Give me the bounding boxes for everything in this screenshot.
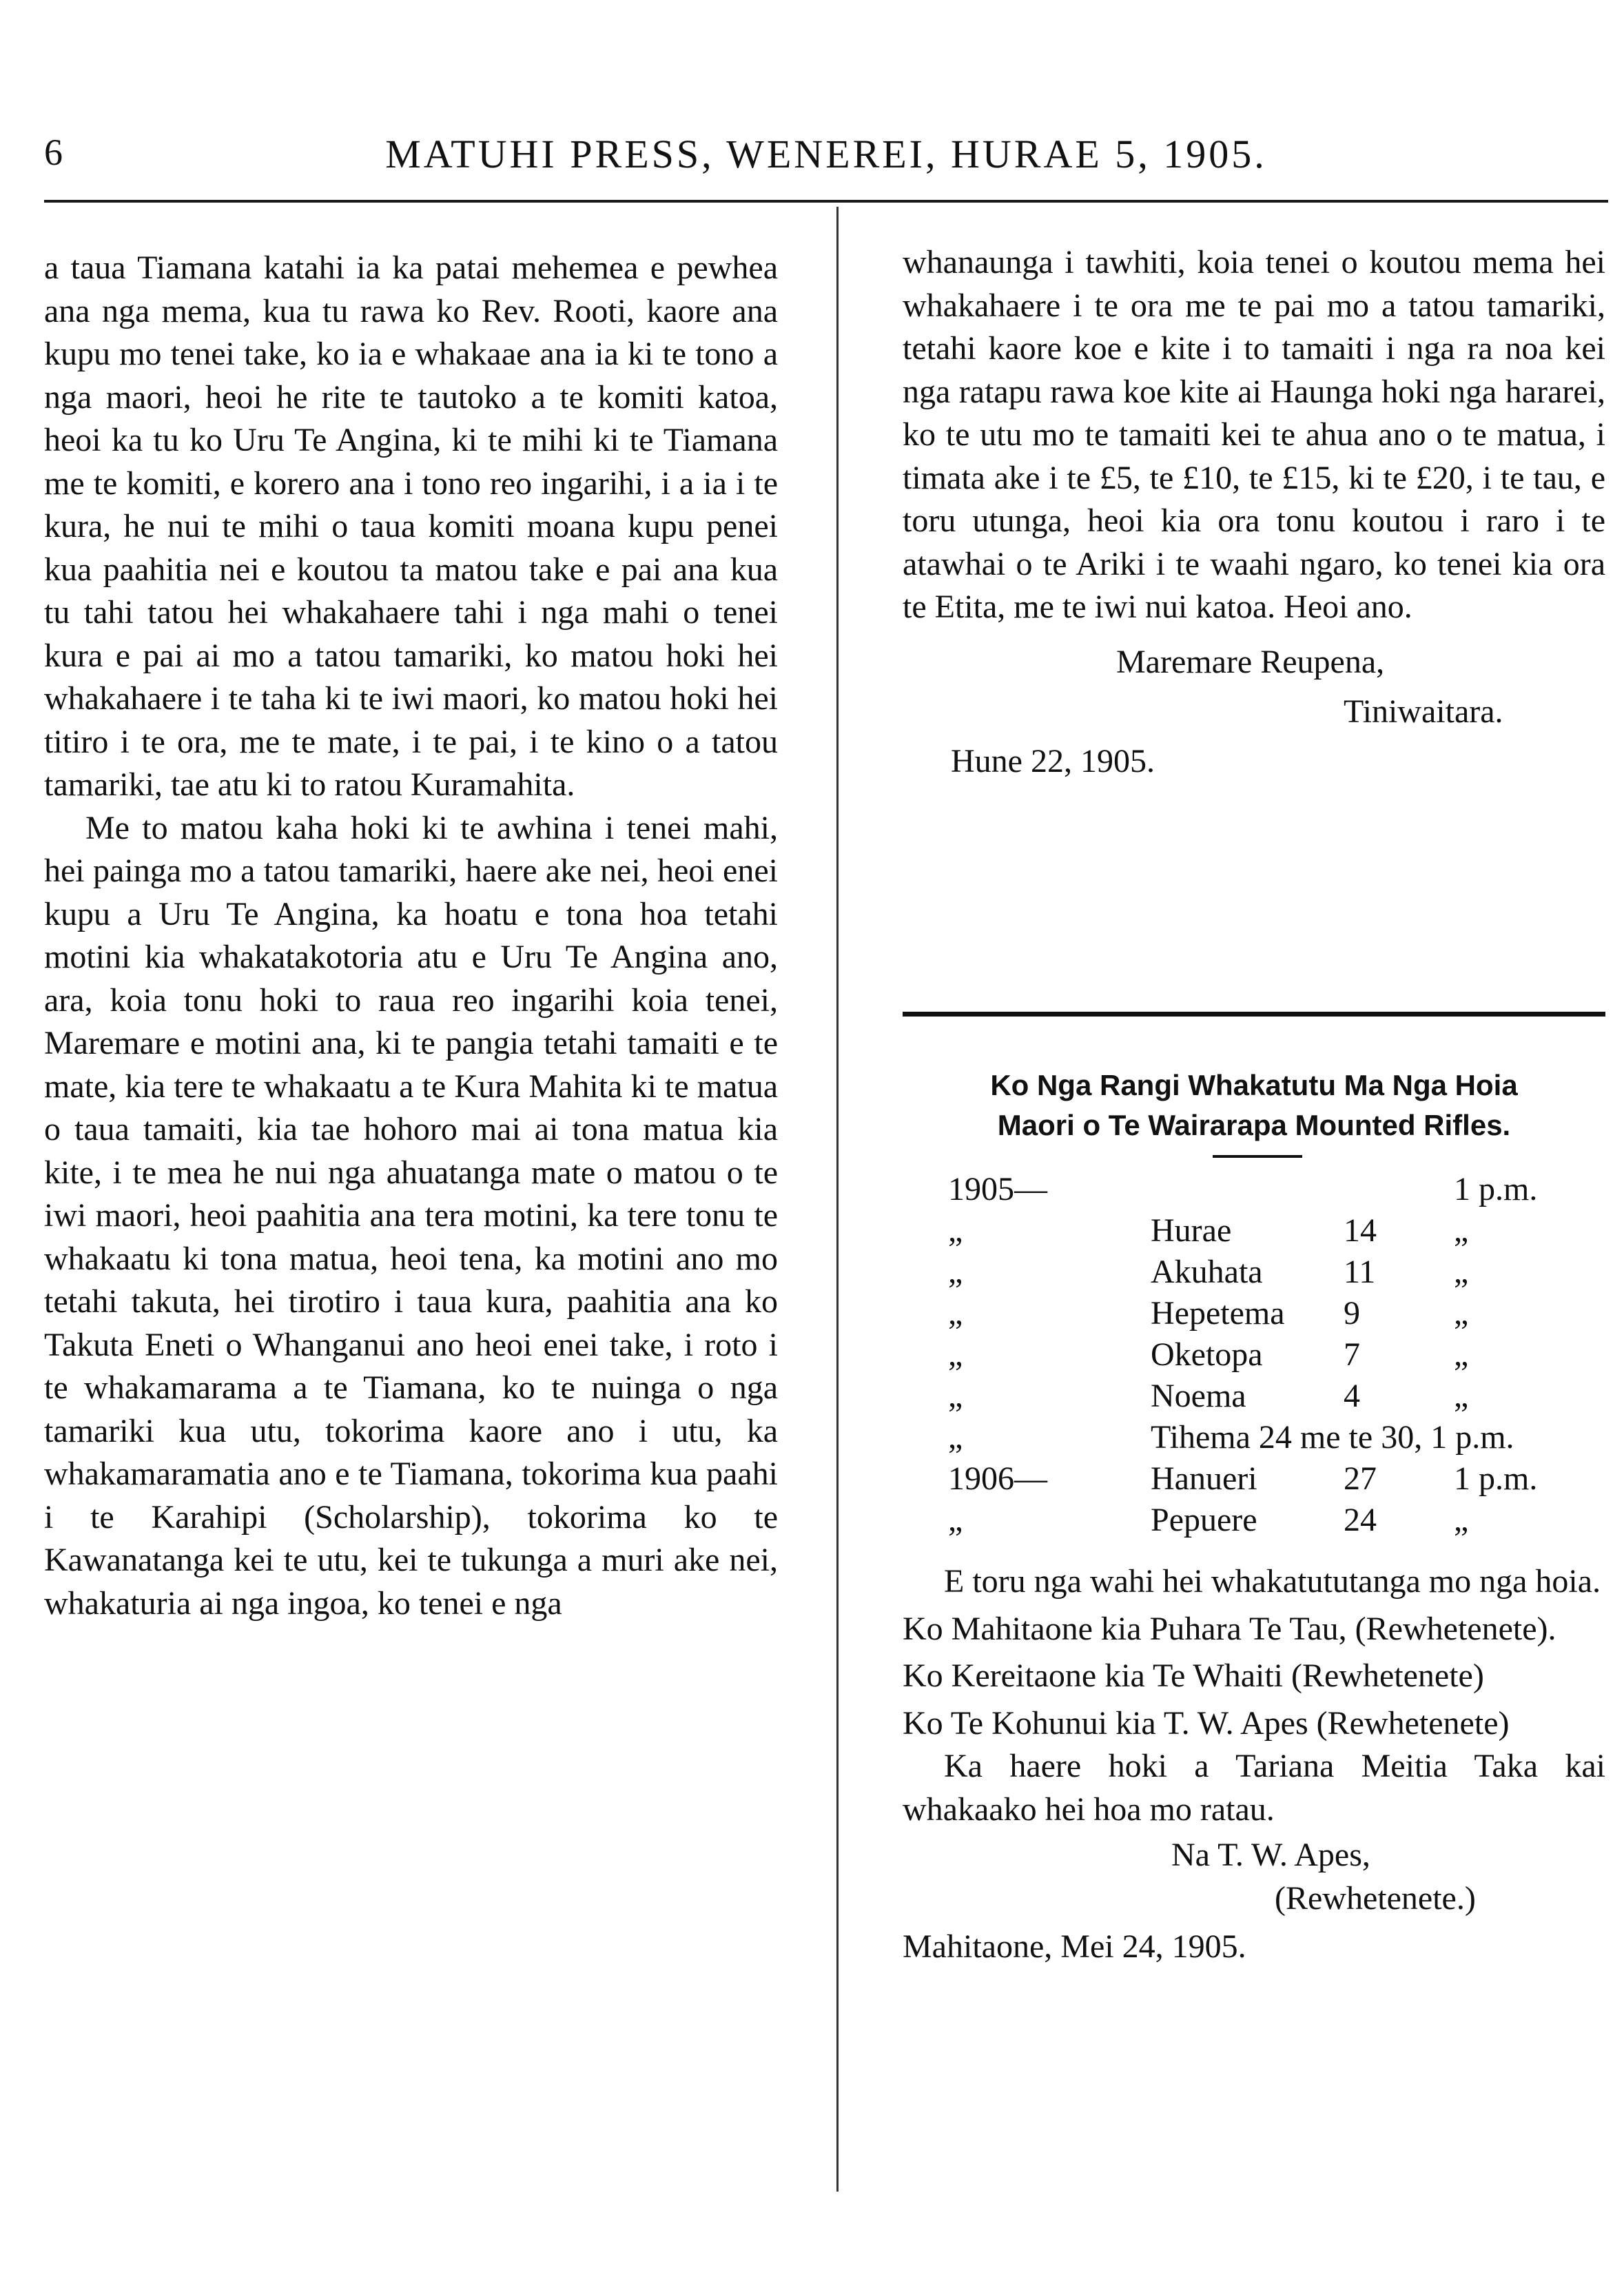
schedule-day: 4 [1344,1378,1360,1414]
schedule-row [903,1253,1605,1294]
schedule-month: Hurae [1151,1212,1232,1249]
notice-place: Ko Kereitaone kia Te Whaiti (Rewhetenete) [903,1657,1484,1694]
section-rule [903,1012,1605,1017]
schedule-row [903,1377,1605,1418]
schedule-year: „ [948,1254,963,1290]
schedule-day: 9 [1344,1295,1360,1331]
schedule-month: Oketopa [1151,1336,1263,1373]
schedule-day: 11 [1344,1254,1376,1290]
schedule-year: „ [948,1419,963,1456]
schedule-year: 1905— [948,1171,1047,1207]
schedule-year: „ [948,1336,963,1373]
schedule-month: Noema [1151,1378,1246,1414]
notice-closing: Ka haere hoki a Tariana Meitia Taka kai whakaako hei hoa mo ratau. [903,1748,1605,1828]
notice-title [903,1065,1605,1145]
notice-signed-by: Na T. W. Apes, [1171,1837,1370,1873]
schedule-row [903,1294,1605,1336]
schedule-row [903,1336,1605,1377]
schedule-time: „ [1454,1378,1469,1414]
notice-title-line: Maori o Te Wairarapa Mounted Rifles. [997,1109,1511,1141]
notice-place: Ko Te Kohunui kia T. W. Apes (Rewhetenete) [903,1704,1510,1742]
letter-text: whanaunga i tawhiti, koia tenei o koutou mema hei whakahaere i te ora me te pai mo a tatou tamariki, tetahi kaore koe e kite i to tamaiti i nga ra noa kei nga ratapu rawa koe kite ai Haunga hoki nga hararei, ko te utu mo te tamaiti kei te ahua ano o te matua, i timata ake i te £5, te £10, te £15, ki te £20, i te tau, e toru utunga, heoi kia ora tonu koutou i raro i te atawhai o te Ariki i te waahi ngaro, ko tenei kia ora te Etita, me te iwi nui katoa. Heoi ano. [903,244,1605,625]
letter-date: Hune 22, 1905. [951,742,1155,779]
notice-date: Mahitaone, Mei 24, 1905. [903,1928,1246,1965]
schedule-year: 1906— [948,1460,1047,1497]
schedule-time: „ [1454,1336,1469,1373]
schedule-row [903,1418,1605,1460]
schedule-table [903,1170,1605,1542]
schedule-year: „ [948,1502,963,1538]
schedule-time: 1 p.m. [1454,1171,1538,1207]
notice-place: Ko Mahitaone kia Puhara Te Tau, (Rewhetenete). [903,1610,1556,1647]
notice-body [903,1560,1605,1969]
page-header [44,131,1608,186]
schedule-time: „ [1454,1502,1469,1538]
schedule-month: Hepetema [1151,1295,1285,1331]
right-column [903,241,1605,784]
schedule-day: 14 [1344,1212,1377,1249]
masthead: MATUHI PRESS, WENEREI, HURAE 5, 1905. [385,132,1267,176]
letter-body [903,241,1605,629]
article-paragraph: a taua Tiamana katahi ia ka patai mehemea e pewhea ana nga mema, kua tu rawa ko Rev. Rooti, kaore ana kupu mo tenei take, ko ia e whakaae ana ia ki te tono a nga maori, heoi he rite te tautoko a te komiti katoa, heoi ka tu ko Uru Te Angina, ki te mihi ki te Tiamana me te komiti, e korero ana i tono reo ingarihi, i a ia i te kura, he nui te mihi o taua komiti moana kupu penei kua paahitia nei e koutou ta matou take e pai ana kua tu tahi tatou hei whakahaere tahi i nga mahi o tenei kura e pai ai mo a tatou tamariki, ko matou hoki hei whakahaere i te taha ki te iwi maori, ko matou hoki hei titiro i te ora, me te mate, i te pai, i te kino o a tatou tamariki, tae atu ki to ratou Kuramahita. [44,249,778,803]
letter-signature-name: Maremare Reupena, [1116,643,1385,680]
schedule-day: 7 [1344,1336,1360,1373]
notice-title-line: Ko Nga Rangi Whakatutu Ma Nga Hoia [990,1069,1518,1101]
schedule-time: „ [1454,1254,1469,1290]
schedule-month: Pepuere [1151,1502,1257,1538]
schedule-year: „ [948,1378,963,1414]
schedule-row [903,1460,1605,1501]
letter-signature-place: Tiniwaitara. [1344,693,1503,730]
schedule-month: Tihema 24 me te 30, 1 p.m. [1151,1419,1514,1456]
header-rule [44,200,1608,203]
schedule-day: 27 [1344,1460,1377,1497]
page-number: 6 [44,132,63,173]
notice-intro: E toru nga wahi hei whakatututanga mo nga hoia. [944,1563,1601,1600]
schedule-row [903,1501,1605,1542]
schedule-year: „ [948,1295,963,1331]
column-divider [836,207,839,2192]
notice-signed-role: (Rewhetenete.) [1275,1879,1476,1917]
left-column [44,247,778,1625]
schedule-row [903,1170,1605,1212]
schedule-time: „ [1454,1295,1469,1331]
schedule-time: 1 p.m. [1454,1460,1538,1497]
schedule-time: „ [1454,1212,1469,1249]
schedule-day: 24 [1344,1502,1377,1538]
schedule-month: Hanueri [1151,1460,1257,1497]
schedule-year: „ [948,1212,963,1249]
schedule-row [903,1212,1605,1253]
title-rule [1213,1155,1302,1158]
article-paragraph: Me to matou kaha hoki ki te awhina i tenei mahi, hei painga mo a tatou tamariki, haere ake nei, heoi enei kupu a Uru Te Angina, ka hoatu e tona hoa tetahi motini kia whakatakotoria atu e Uru Te Angina ano, ara, koia tonu hoki to raua reo ingarihi koia tenei, Maremare e motini ana, ki te pangia tetahi tamaiti e te mate, kia tere te whakaatu a te Kura Mahita ki te matua o taua tamaiti, kia tae hohoro mai ai tona matua kia kite, i te mea he nui nga ahuatanga mate o matou o te iwi maori, heoi paahitia ana tera motini, ka tere tonu te whakaatu ki tona matua, heoi tena, ka motini ano mo tetahi takuta, hei tirotiro i taua kura, paahitia ana ko Takuta Eneti o Whanganui ano heoi enei take, i roto i te whakamarama a te Tiamana, ko te nuinga o nga tamariki kua utu, tokorima kaore ano i utu, ka whakamaramatia ano e te Tiamana, tokorima kua paahi i te Karahipi (Scholarship), tokorima ko te Kawanatanga kei te utu, kei te tukunga a muri ake nei, whakaturia ai nga ingoa, ko tenei e nga [44,809,778,1622]
schedule-month: Akuhata [1151,1254,1263,1290]
